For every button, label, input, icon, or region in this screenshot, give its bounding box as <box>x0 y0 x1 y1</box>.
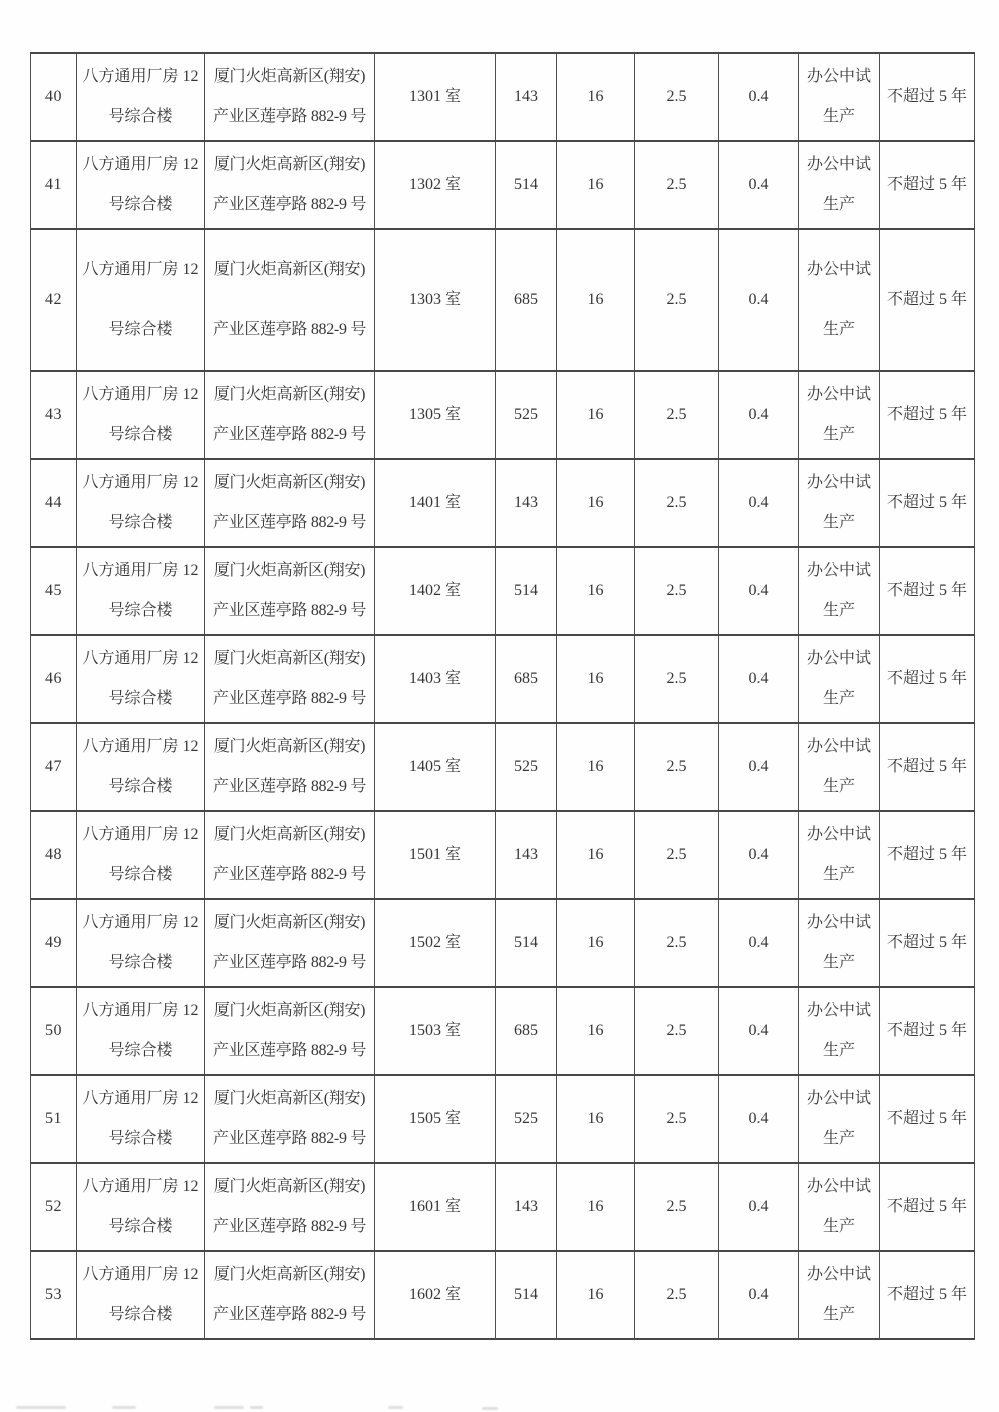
cell-line: 生产 <box>822 108 855 125</box>
table-row <box>31 1075 975 1163</box>
lease-term-cell: 不超过 5 年 <box>880 459 975 547</box>
lease-term-cell: 不超过 5 年 <box>880 1251 975 1339</box>
value-cell-3: 0.4 <box>719 1251 799 1339</box>
room-number-cell: 1301 室 <box>375 53 496 141</box>
address-cell <box>205 1251 375 1339</box>
lease-term-cell: 不超过 5 年 <box>880 723 975 811</box>
row-number-cell: 48 <box>31 811 77 899</box>
area-cell: 143 <box>496 459 557 547</box>
cell-line: 厦门火炬高新区(翔安) <box>213 561 366 579</box>
value-cell-3: 0.4 <box>719 811 799 899</box>
room-number-cell: 1503 室 <box>375 987 496 1075</box>
room-number-cell: 1303 室 <box>375 229 496 371</box>
cell-line: 厦门火炬高新区(翔安) <box>213 737 366 755</box>
cell-line: 号综合楼 <box>108 196 173 213</box>
row-number-cell: 51 <box>31 1075 77 1163</box>
cell-line: 生产 <box>822 1042 855 1059</box>
cell-line: 生产 <box>822 426 855 443</box>
next-page-text-artifact <box>388 1406 403 1409</box>
address-cell <box>205 987 375 1075</box>
usage-cell <box>799 1251 880 1339</box>
cell-line: 八方通用厂房 12 <box>82 561 199 579</box>
cell-line: 厦门火炬高新区(翔安) <box>213 473 366 491</box>
cell-line: 生产 <box>822 321 855 338</box>
value-cell-2: 2.5 <box>635 635 719 723</box>
usage-cell <box>799 141 880 229</box>
cell-line: 产业区莲亭路 882-9 号 <box>212 1042 367 1059</box>
cell-line: 八方通用厂房 12 <box>82 260 199 278</box>
table-row <box>31 371 975 459</box>
lease-term-cell: 不超过 5 年 <box>880 635 975 723</box>
cell-line: 厦门火炬高新区(翔安) <box>213 649 366 667</box>
cell-line: 八方通用厂房 12 <box>82 649 199 667</box>
table-row <box>31 547 975 635</box>
room-number-cell: 1302 室 <box>375 141 496 229</box>
room-number-cell: 1501 室 <box>375 811 496 899</box>
area-cell: 525 <box>496 371 557 459</box>
address-cell <box>205 53 375 141</box>
cell-line: 办公中试 <box>806 1265 871 1283</box>
lease-term-cell: 不超过 5 年 <box>880 141 975 229</box>
value-cell-2: 2.5 <box>635 141 719 229</box>
cell-line: 厦门火炬高新区(翔安) <box>213 913 366 931</box>
value-cell-2: 2.5 <box>635 459 719 547</box>
usage-cell <box>799 53 880 141</box>
cell-line: 办公中试 <box>806 561 871 579</box>
usage-cell <box>799 1075 880 1163</box>
value-cell-2: 2.5 <box>635 1075 719 1163</box>
value-cell-2: 2.5 <box>635 811 719 899</box>
value-cell-1: 16 <box>557 229 635 371</box>
room-number-cell: 1601 室 <box>375 1163 496 1251</box>
table-row <box>31 53 975 141</box>
lease-term-cell: 不超过 5 年 <box>880 987 975 1075</box>
value-cell-2: 2.5 <box>635 987 719 1075</box>
value-cell-2: 2.5 <box>635 547 719 635</box>
value-cell-1: 16 <box>557 635 635 723</box>
value-cell-1: 16 <box>557 987 635 1075</box>
value-cell-3: 0.4 <box>719 1163 799 1251</box>
value-cell-1: 16 <box>557 1163 635 1251</box>
cell-line: 产业区莲亭路 882-9 号 <box>212 954 367 971</box>
cell-line: 号综合楼 <box>108 1306 173 1323</box>
cell-line: 八方通用厂房 12 <box>82 155 199 173</box>
area-cell: 685 <box>496 987 557 1075</box>
value-cell-1: 16 <box>557 371 635 459</box>
table-row <box>31 811 975 899</box>
cell-line: 厦门火炬高新区(翔安) <box>213 1177 366 1195</box>
cell-line: 产业区莲亭路 882-9 号 <box>212 196 367 213</box>
building-name-cell <box>77 1251 205 1339</box>
table-row <box>31 1163 975 1251</box>
value-cell-3: 0.4 <box>719 635 799 723</box>
area-cell: 143 <box>496 811 557 899</box>
cell-line: 产业区莲亭路 882-9 号 <box>212 514 367 531</box>
cell-line: 产业区莲亭路 882-9 号 <box>212 1218 367 1235</box>
building-name-cell <box>77 811 205 899</box>
building-name-cell <box>77 371 205 459</box>
address-cell <box>205 1163 375 1251</box>
value-cell-3: 0.4 <box>719 53 799 141</box>
cell-line: 生产 <box>822 602 855 619</box>
area-cell: 525 <box>496 1075 557 1163</box>
usage-cell <box>799 987 880 1075</box>
cell-line: 生产 <box>822 866 855 883</box>
address-cell <box>205 1075 375 1163</box>
cell-line: 八方通用厂房 12 <box>82 737 199 755</box>
area-cell: 514 <box>496 141 557 229</box>
address-cell <box>205 459 375 547</box>
lease-term-cell: 不超过 5 年 <box>880 899 975 987</box>
next-page-text-artifact <box>16 1406 66 1409</box>
area-cell: 514 <box>496 1251 557 1339</box>
cell-line: 厦门火炬高新区(翔安) <box>213 1265 366 1283</box>
cell-line: 生产 <box>822 1306 855 1323</box>
value-cell-3: 0.4 <box>719 723 799 811</box>
area-cell: 143 <box>496 53 557 141</box>
lease-term-cell: 不超过 5 年 <box>880 53 975 141</box>
table-row <box>31 723 975 811</box>
table-row <box>31 635 975 723</box>
value-cell-3: 0.4 <box>719 141 799 229</box>
usage-cell <box>799 723 880 811</box>
cell-line: 厦门火炬高新区(翔安) <box>213 260 366 278</box>
cell-line: 办公中试 <box>806 1089 871 1107</box>
row-number-cell: 46 <box>31 635 77 723</box>
cell-line: 生产 <box>822 690 855 707</box>
lease-term-cell: 不超过 5 年 <box>880 811 975 899</box>
row-number-cell: 43 <box>31 371 77 459</box>
value-cell-1: 16 <box>557 53 635 141</box>
cell-line: 号综合楼 <box>108 602 173 619</box>
address-cell <box>205 723 375 811</box>
cell-line: 号综合楼 <box>108 1218 173 1235</box>
building-name-cell <box>77 899 205 987</box>
cell-line: 办公中试 <box>806 473 871 491</box>
building-name-cell <box>77 723 205 811</box>
value-cell-1: 16 <box>557 1251 635 1339</box>
row-number-cell: 53 <box>31 1251 77 1339</box>
usage-cell <box>799 459 880 547</box>
cell-line: 产业区莲亭路 882-9 号 <box>212 108 367 125</box>
cell-line: 八方通用厂房 12 <box>82 1265 199 1283</box>
address-cell <box>205 899 375 987</box>
row-number-cell: 50 <box>31 987 77 1075</box>
cell-line: 办公中试 <box>806 155 871 173</box>
lease-term-cell: 不超过 5 年 <box>880 1075 975 1163</box>
room-number-cell: 1602 室 <box>375 1251 496 1339</box>
building-name-cell <box>77 635 205 723</box>
lease-term-cell: 不超过 5 年 <box>880 229 975 371</box>
cell-line: 八方通用厂房 12 <box>82 473 199 491</box>
building-name-cell <box>77 1075 205 1163</box>
building-name-cell <box>77 987 205 1075</box>
cell-line: 厦门火炬高新区(翔安) <box>213 155 366 173</box>
value-cell-2: 2.5 <box>635 229 719 371</box>
cell-line: 产业区莲亭路 882-9 号 <box>212 778 367 795</box>
value-cell-3: 0.4 <box>719 899 799 987</box>
cell-line: 产业区莲亭路 882-9 号 <box>212 1306 367 1323</box>
cell-line: 号综合楼 <box>108 426 173 443</box>
address-cell <box>205 635 375 723</box>
room-number-cell: 1403 室 <box>375 635 496 723</box>
value-cell-2: 2.5 <box>635 1163 719 1251</box>
cell-line: 八方通用厂房 12 <box>82 1089 199 1107</box>
table-row <box>31 459 975 547</box>
row-number-cell: 52 <box>31 1163 77 1251</box>
cell-line: 办公中试 <box>806 260 871 278</box>
row-number-cell: 44 <box>31 459 77 547</box>
address-cell <box>205 229 375 371</box>
room-number-cell: 1401 室 <box>375 459 496 547</box>
building-name-cell <box>77 459 205 547</box>
table-row <box>31 899 975 987</box>
cell-line: 生产 <box>822 778 855 795</box>
cell-line: 八方通用厂房 12 <box>82 67 199 85</box>
cell-line: 办公中试 <box>806 1001 871 1019</box>
cell-line: 厦门火炬高新区(翔安) <box>213 385 366 403</box>
value-cell-2: 2.5 <box>635 1251 719 1339</box>
area-cell: 143 <box>496 1163 557 1251</box>
cell-line: 八方通用厂房 12 <box>82 913 199 931</box>
next-page-text-artifact <box>214 1406 244 1409</box>
cell-line: 厦门火炬高新区(翔安) <box>213 67 366 85</box>
cell-line: 办公中试 <box>806 67 871 85</box>
lease-term-cell: 不超过 5 年 <box>880 547 975 635</box>
table-row <box>31 987 975 1075</box>
cell-line: 厦门火炬高新区(翔安) <box>213 1001 366 1019</box>
row-number-cell: 49 <box>31 899 77 987</box>
cell-line: 生产 <box>822 1218 855 1235</box>
cell-line: 产业区莲亭路 882-9 号 <box>212 866 367 883</box>
area-cell: 525 <box>496 723 557 811</box>
cell-line: 生产 <box>822 1130 855 1147</box>
area-cell: 685 <box>496 635 557 723</box>
cell-line: 产业区莲亭路 882-9 号 <box>212 690 367 707</box>
cell-line: 八方通用厂房 12 <box>82 385 199 403</box>
address-cell <box>205 547 375 635</box>
cell-line: 八方通用厂房 12 <box>82 825 199 843</box>
value-cell-1: 16 <box>557 1075 635 1163</box>
usage-cell <box>799 1163 880 1251</box>
cell-line: 产业区莲亭路 882-9 号 <box>212 321 367 338</box>
table-row <box>31 229 975 371</box>
building-name-cell <box>77 547 205 635</box>
value-cell-3: 0.4 <box>719 987 799 1075</box>
usage-cell <box>799 229 880 371</box>
room-number-cell: 1402 室 <box>375 547 496 635</box>
address-cell <box>205 811 375 899</box>
cell-line: 号综合楼 <box>108 514 173 531</box>
cell-line: 生产 <box>822 196 855 213</box>
cell-line: 生产 <box>822 954 855 971</box>
value-cell-1: 16 <box>557 459 635 547</box>
cell-line: 办公中试 <box>806 385 871 403</box>
cell-line: 号综合楼 <box>108 1130 173 1147</box>
value-cell-2: 2.5 <box>635 723 719 811</box>
row-number-cell: 45 <box>31 547 77 635</box>
next-page-text-artifact <box>250 1406 263 1409</box>
building-name-cell <box>77 53 205 141</box>
cell-line: 号综合楼 <box>108 954 173 971</box>
address-cell <box>205 371 375 459</box>
value-cell-3: 0.4 <box>719 371 799 459</box>
next-page-text-artifact <box>482 1407 498 1410</box>
room-number-cell: 1505 室 <box>375 1075 496 1163</box>
value-cell-1: 16 <box>557 723 635 811</box>
cell-line: 号综合楼 <box>108 866 173 883</box>
area-cell: 514 <box>496 899 557 987</box>
cell-line: 办公中试 <box>806 913 871 931</box>
cell-line: 厦门火炬高新区(翔安) <box>213 1089 366 1107</box>
cell-line: 产业区莲亭路 882-9 号 <box>212 426 367 443</box>
cell-line: 办公中试 <box>806 649 871 667</box>
cell-line: 产业区莲亭路 882-9 号 <box>212 1130 367 1147</box>
cell-line: 号综合楼 <box>108 321 173 338</box>
cell-line: 产业区莲亭路 882-9 号 <box>212 602 367 619</box>
lease-term-cell: 不超过 5 年 <box>880 1163 975 1251</box>
value-cell-3: 0.4 <box>719 547 799 635</box>
area-cell: 685 <box>496 229 557 371</box>
value-cell-3: 0.4 <box>719 1075 799 1163</box>
cell-line: 号综合楼 <box>108 1042 173 1059</box>
value-cell-1: 16 <box>557 547 635 635</box>
cell-line: 办公中试 <box>806 1177 871 1195</box>
usage-cell <box>799 371 880 459</box>
area-cell: 514 <box>496 547 557 635</box>
cell-line: 八方通用厂房 12 <box>82 1001 199 1019</box>
cell-line: 办公中试 <box>806 825 871 843</box>
address-cell <box>205 141 375 229</box>
cell-line: 办公中试 <box>806 737 871 755</box>
usage-cell <box>799 635 880 723</box>
building-name-cell <box>77 1163 205 1251</box>
lease-term-cell: 不超过 5 年 <box>880 371 975 459</box>
value-cell-2: 2.5 <box>635 371 719 459</box>
row-number-cell: 40 <box>31 53 77 141</box>
next-page-text-artifact <box>112 1406 136 1409</box>
usage-cell <box>799 811 880 899</box>
value-cell-1: 16 <box>557 811 635 899</box>
table-body <box>31 53 975 1339</box>
value-cell-2: 2.5 <box>635 53 719 141</box>
value-cell-2: 2.5 <box>635 899 719 987</box>
row-number-cell: 42 <box>31 229 77 371</box>
value-cell-1: 16 <box>557 141 635 229</box>
value-cell-1: 16 <box>557 899 635 987</box>
value-cell-3: 0.4 <box>719 229 799 371</box>
room-number-cell: 1502 室 <box>375 899 496 987</box>
table-row <box>31 1251 975 1339</box>
row-number-cell: 47 <box>31 723 77 811</box>
lease-table <box>30 52 975 1340</box>
usage-cell <box>799 899 880 987</box>
room-number-cell: 1405 室 <box>375 723 496 811</box>
usage-cell <box>799 547 880 635</box>
cell-line: 号综合楼 <box>108 108 173 125</box>
cell-line: 号综合楼 <box>108 778 173 795</box>
building-name-cell <box>77 141 205 229</box>
cell-line: 八方通用厂房 12 <box>82 1177 199 1195</box>
cell-line: 生产 <box>822 514 855 531</box>
cell-line: 厦门火炬高新区(翔安) <box>213 825 366 843</box>
building-name-cell <box>77 229 205 371</box>
cell-line: 号综合楼 <box>108 690 173 707</box>
room-number-cell: 1305 室 <box>375 371 496 459</box>
value-cell-3: 0.4 <box>719 459 799 547</box>
table-row <box>31 141 975 229</box>
row-number-cell: 41 <box>31 141 77 229</box>
